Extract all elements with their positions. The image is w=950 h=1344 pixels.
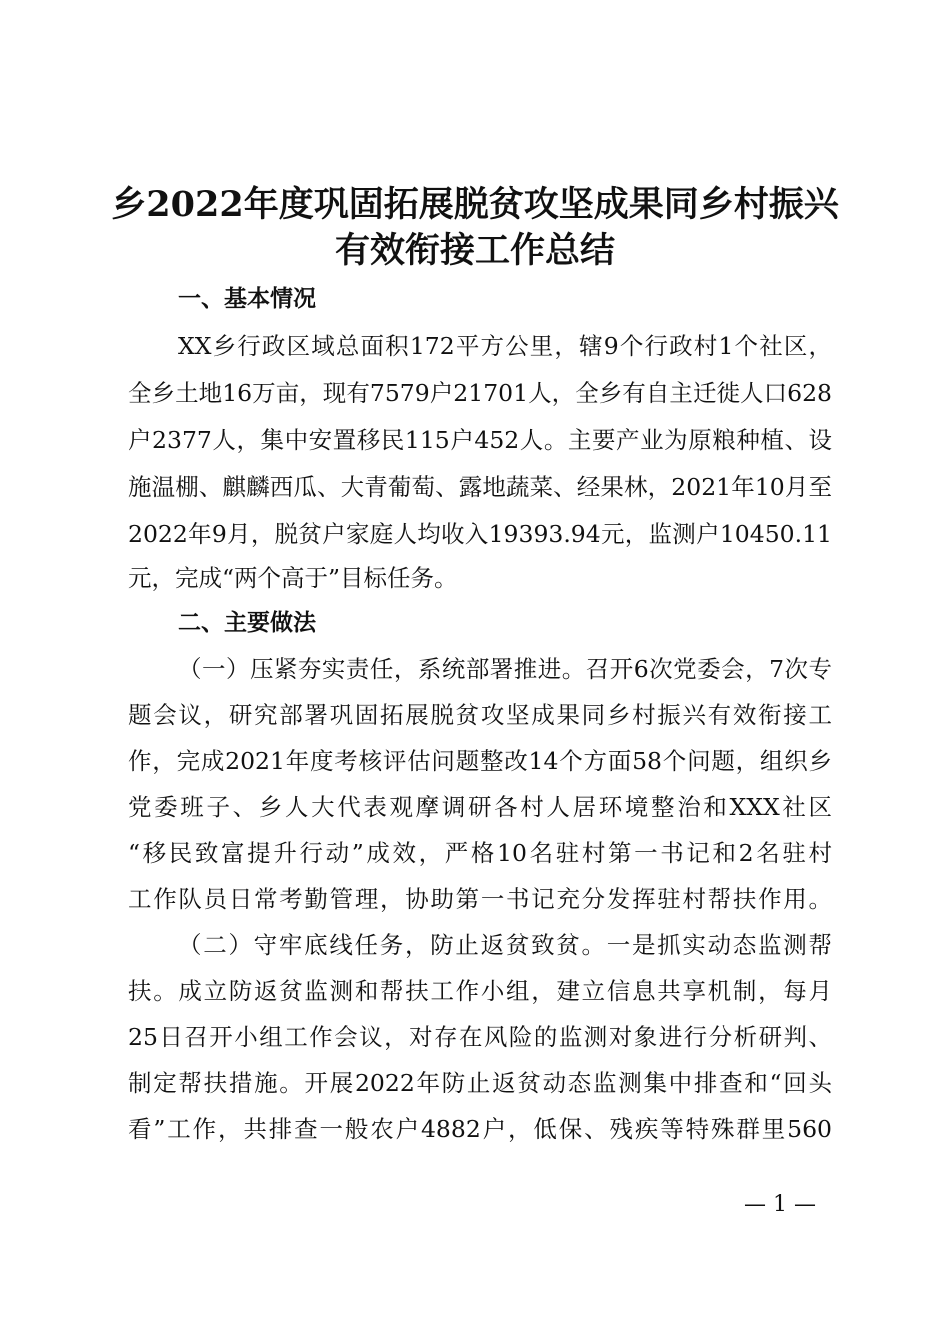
paragraph-line: （二）守牢底线任务，防止返贫致贫。一是抓实动态监测帮 [178, 931, 832, 959]
paragraph-line: 户2377人，集中安置移民115户452人。主要产业为原粮种植、设 [128, 426, 832, 454]
document-title-line-1: 乡2022年度巩固拓展脱贫攻坚成果同乡村振兴 [111, 184, 839, 225]
document-title-line-2: 有效衔接工作总结 [334, 230, 615, 271]
section-heading-main-practices: 二、主要做法 [178, 609, 316, 636]
paragraph-line: 作，完成2021年度考核评估问题整改14个方面58个问题，组织乡 [128, 747, 832, 775]
section-heading-basic-situation: 一、基本情况 [178, 285, 316, 312]
paragraph-line: 党委班子、乡人大代表观摩调研各村人居环境整治和XXX社区 [128, 793, 832, 821]
paragraph-line: 施温棚、麒麟西瓜、大青葡萄、露地蔬菜、经果林，2021年10月至 [128, 473, 832, 501]
paragraph-line: 25日召开小组工作会议，对存在风险的监测对象进行分析研判、 [128, 1023, 832, 1051]
paragraph-line: 题会议，研究部署巩固拓展脱贫攻坚成果同乡村振兴有效衔接工 [128, 701, 832, 729]
paragraph-line: 扶。成立防返贫监测和帮扶工作小组，建立信息共享机制，每月 [128, 977, 832, 1005]
paragraph-line: 制定帮扶措施。开展2022年防止返贫动态监测集中排查和“回头 [128, 1069, 832, 1097]
paragraph-line: 看”工作，共排查一般农户4882户，低保、残疾等特殊群里560 [128, 1115, 832, 1143]
paragraph-line: XX乡行政区域总面积172平方公里，辖9个行政村1个社区， [178, 332, 832, 360]
paragraph-line: “移民致富提升行动”成效，严格10名驻村第一书记和2名驻村 [128, 839, 832, 867]
paragraph-line: （一）压紧夯实责任，系统部署推进。召开6次党委会，7次专 [178, 655, 832, 683]
paragraph-line: 全乡土地16万亩，现有7579户21701人，全乡有自主迁徙人口628 [128, 379, 832, 407]
page-number: — 1 — [744, 1192, 816, 1217]
paragraph-line: 工作队员日常考勤管理，协助第一书记充分发挥驻村帮扶作用。 [128, 885, 832, 913]
paragraph-line: 元，完成“两个高于”目标任务。 [128, 564, 458, 592]
paragraph-line: 2022年9月，脱贫户家庭人均收入19393.94元，监测户10450.11 [128, 520, 832, 548]
